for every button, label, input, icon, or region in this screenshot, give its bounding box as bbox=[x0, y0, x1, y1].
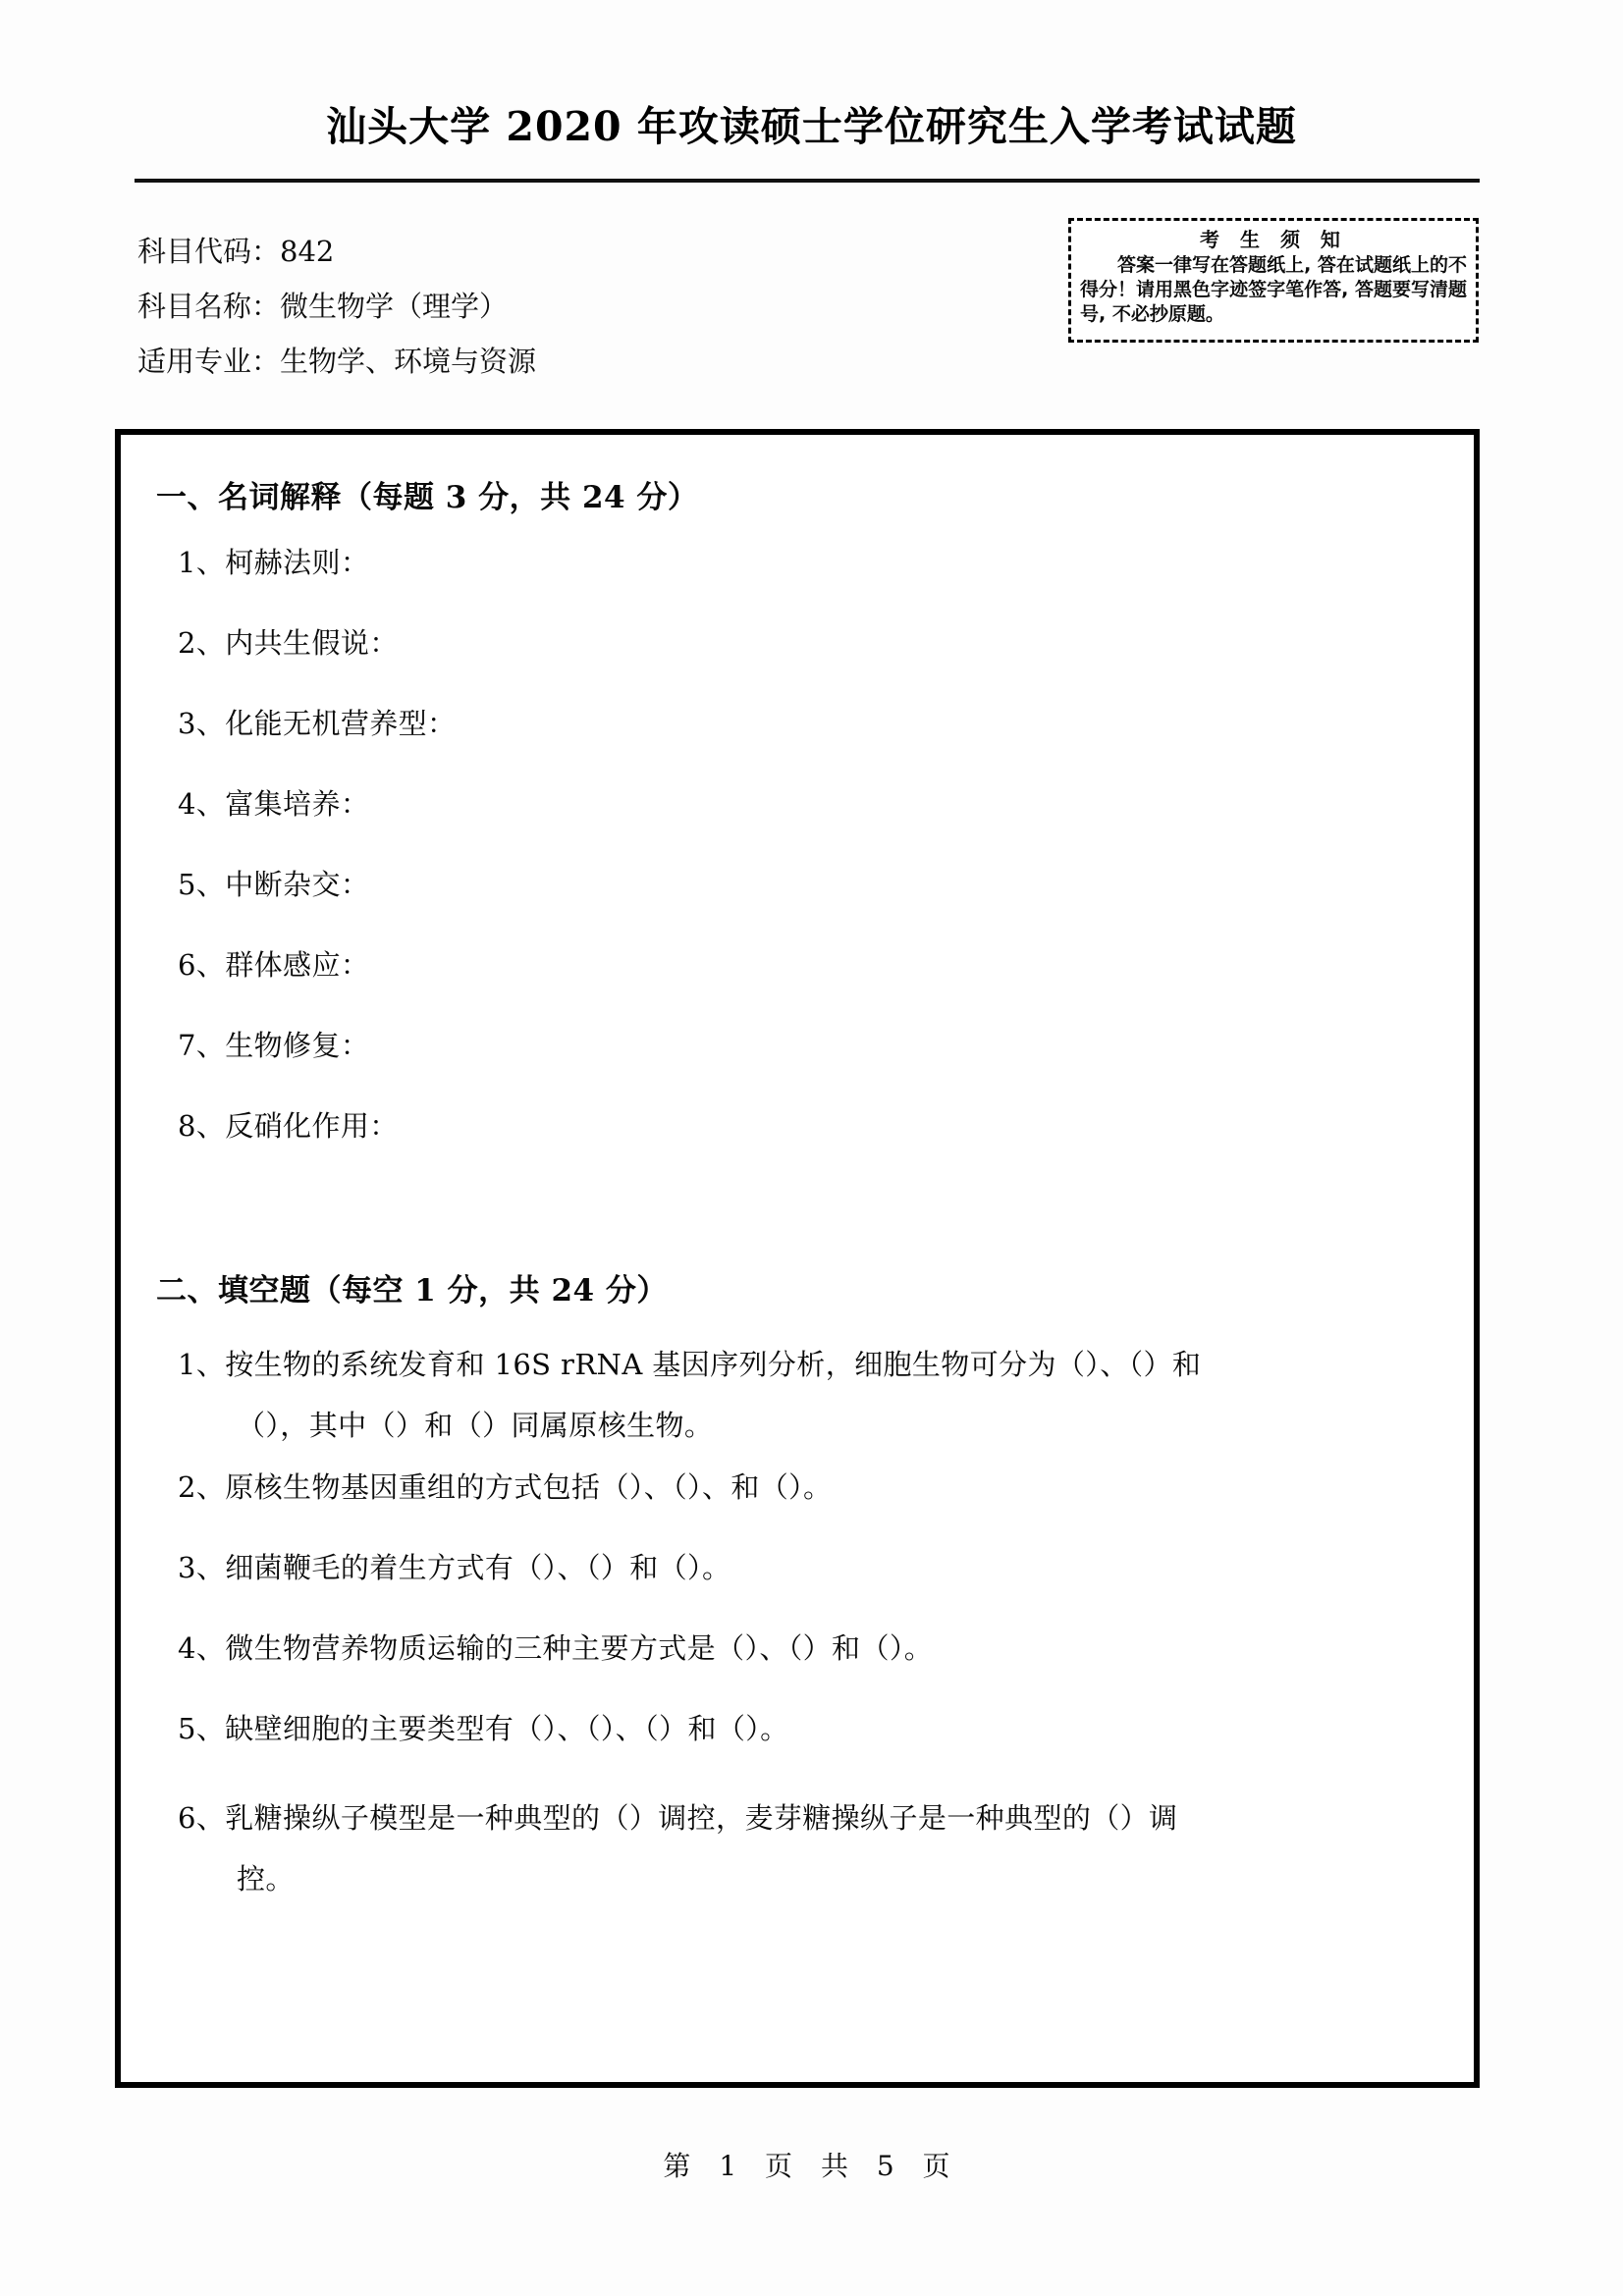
blank-item-3: 3、细菌鞭毛的着生方式有（）、（）和（）。 bbox=[178, 1551, 731, 1584]
major-label: 适用专业： bbox=[137, 345, 281, 378]
subject-code-line bbox=[137, 224, 923, 279]
subject-name-line bbox=[137, 279, 923, 334]
blank-item-1-text: 1、按生物的系统发育和 16S rRNA 基因序列分析，细胞生物可分为（）、（）和 bbox=[178, 1348, 1202, 1381]
blank-item-2: 2、原核生物基因重组的方式包括（）、（）、和（）。 bbox=[178, 1470, 833, 1504]
blank-item-1 bbox=[156, 1334, 1434, 1456]
term-item-1: 1、柯赫法则： bbox=[178, 546, 370, 579]
subject-code-label: 科目代码： bbox=[137, 235, 281, 268]
section-spacer bbox=[156, 1185, 1434, 1261]
term-item-4: 4、富集培养： bbox=[178, 787, 370, 821]
section-heading-2: 二、填空题（每空 1 分，共 24 分） bbox=[156, 1273, 668, 1308]
blank-item-6-continuation: 控。 bbox=[237, 1862, 295, 1896]
blank-item-6-text: 6、乳糖操纵子模型是一种典型的（）调控，麦芽糖操纵子是一种典型的（）调 bbox=[178, 1801, 1178, 1835]
blank-item-4: 4、微生物营养物质运输的三种主要方式是（）、（）和（）。 bbox=[178, 1631, 934, 1665]
term-item-3: 3、化能无机营养型： bbox=[178, 707, 457, 740]
term-item-7: 7、生物修复： bbox=[178, 1029, 370, 1062]
blank-item-6 bbox=[156, 1788, 1434, 1909]
notice-body: 答案一律写在答题纸上, 答在试题纸上的不得分！请用黑色字迹签字笔作答, 答题要写清题号, 不必抄原题。 bbox=[1080, 254, 1467, 325]
subject-code-value: 842 bbox=[280, 235, 335, 268]
term-item-6: 6、群体感应： bbox=[178, 948, 370, 982]
blank-item-1-continuation: （），其中（）和（）同属原核生物。 bbox=[237, 1409, 714, 1442]
term-item-2: 2、内共生假说： bbox=[178, 626, 399, 660]
term-item-5: 5、中断杂交： bbox=[178, 868, 370, 901]
subject-name-label: 科目名称： bbox=[137, 290, 281, 323]
title-divider bbox=[135, 179, 1480, 183]
subject-name-value: 微生物学（理学） bbox=[280, 290, 509, 323]
notice-title: 考 生 须 知 bbox=[1200, 228, 1347, 251]
examinee-notice-box bbox=[1068, 218, 1479, 343]
major-line bbox=[137, 334, 923, 389]
exam-meta-block bbox=[137, 224, 923, 389]
page-title: 汕头大学 2020 年攻读硕士学位研究生入学考试试题 bbox=[326, 103, 1297, 150]
term-item-8: 8、反硝化作用： bbox=[178, 1109, 399, 1143]
section-heading-1: 一、名词解释（每题 3 分，共 24 分） bbox=[156, 480, 699, 515]
blank-item-5: 5、缺壁细胞的主要类型有（）、（）、（）和（）。 bbox=[178, 1712, 789, 1745]
exam-content-box bbox=[115, 429, 1480, 2088]
page-footer: 第 1 页 共 5 页 bbox=[663, 2150, 960, 2182]
major-value: 生物学、环境与资源 bbox=[280, 345, 537, 378]
